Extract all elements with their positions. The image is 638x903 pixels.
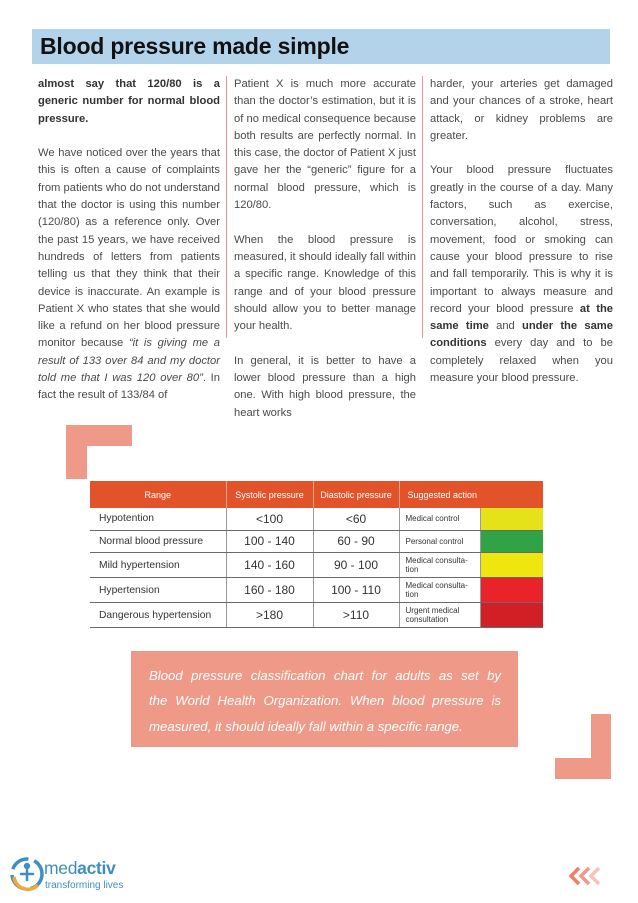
- range-cell: Dangerous hypertension: [90, 603, 226, 628]
- table-row: [90, 553, 543, 578]
- color-swatch: [480, 553, 543, 578]
- header-range: Range: [90, 481, 226, 508]
- column-3-text-mid: and: [488, 320, 523, 333]
- systolic-cell: 140 - 160: [226, 553, 313, 578]
- title-bar: [32, 29, 610, 64]
- emphasis-same-conditions: under the same conditions: [430, 320, 613, 350]
- brand-prefix: med: [44, 858, 78, 878]
- table-row: [90, 603, 543, 628]
- systolic-cell: 160 - 180: [226, 578, 313, 603]
- systolic-cell: <100: [226, 508, 313, 530]
- range-cell: Normal blood pressure: [90, 530, 226, 553]
- column-3-paragraph-2: [430, 162, 613, 387]
- column-2-paragraph-2: When the blood pressure is measured, it should ideally fall within a specific range. Knowledge of this range and of your blood pressure should allow you to better manage your health.: [234, 233, 416, 333]
- table-row: [90, 530, 543, 553]
- diastolic-cell: 100 - 110: [313, 578, 399, 603]
- column-2-paragraph-1: Patient X is much more accurate than the doctor’s estimation, but it is of no medical consequence because both results are perfectly normal. In this case, the doctor of Patient X just gave her the “generic” figure for a normal blood pressure, which is 120/80.: [234, 78, 416, 212]
- column-divider: [422, 76, 423, 338]
- color-swatch: [480, 530, 543, 553]
- medactiv-logo-icon: [8, 855, 46, 893]
- patient-quote: “it is giving me a result of 133 over 84 and my doctor told me that I was 120 over 80”: [38, 337, 220, 385]
- table-row: [90, 508, 543, 530]
- column-1-lead: almost say that 120/80 is a generic number for normal blood pressure.: [38, 78, 220, 125]
- table-header-row: [90, 481, 543, 508]
- action-cell: Medical control: [399, 508, 480, 530]
- range-cell: Hypotention: [90, 508, 226, 530]
- systolic-cell: 100 - 140: [226, 530, 313, 553]
- action-cell: Medical consulta-tion: [399, 578, 480, 603]
- color-swatch: [480, 578, 543, 603]
- corner-bracket-bottom-right: [555, 714, 611, 779]
- text-column-3: [430, 76, 613, 405]
- diastolic-cell: 60 - 90: [313, 530, 399, 553]
- header-diastolic: Diastolic pressure: [313, 481, 399, 508]
- column-3-text-end: every day and to be completely relaxed when you measure your blood pressure.: [430, 337, 613, 385]
- caption-line: Blood pressure classification chart for adults as set by: [149, 668, 501, 683]
- color-swatch: [480, 603, 543, 628]
- color-swatch: [480, 508, 543, 530]
- medactiv-logo[interactable]: [8, 855, 148, 895]
- range-cell: Hypertension: [90, 578, 226, 603]
- action-cell: Personal control: [399, 530, 480, 553]
- brand-name: [44, 858, 116, 879]
- page-title: Blood pressure made simple: [40, 33, 350, 59]
- header-action: Suggested action: [399, 481, 543, 508]
- action-cell: Urgent medical consultation: [399, 603, 480, 628]
- diastolic-cell: >110: [313, 603, 399, 628]
- column-2-paragraph-3: In general, it is better to have a lower blood pressure than a high one. With high blood pressure, the heart works: [234, 354, 416, 419]
- action-cell: Medical consulta-tion: [399, 553, 480, 578]
- text-column-2: [234, 76, 416, 439]
- emphasis-same-time: at the same time: [430, 302, 613, 333]
- brand-suffix: activ: [77, 858, 116, 878]
- blood-pressure-table: [90, 481, 543, 628]
- header-systolic: Systolic pressure: [226, 481, 313, 508]
- column-divider: [226, 76, 227, 338]
- caption-line: the World Health Organization. When blood pressure is: [149, 693, 501, 709]
- caption-line: measured, it should ideally fall within a specific range.: [149, 718, 463, 734]
- text-column-1: [38, 76, 220, 422]
- column-3-paragraph-1: harder, your arteries get damaged and your chances of a stroke, heart attack, or kidney problems are greater.: [430, 78, 613, 142]
- diastolic-cell: 90 - 100: [313, 553, 399, 578]
- column-1-text-end: . In fact the result of 133/84 of: [38, 372, 220, 402]
- diastolic-cell: <60: [313, 508, 399, 530]
- column-3-text: Your blood pressure fluctuates greatly in the course of a day. Many factors, such as exercise, conversation, alcohol, stress, movement, food or smoking can cause your blood pressure to rise and fall temporarily. This is why it is important to always measure and record your blood pressure: [430, 164, 613, 315]
- systolic-cell: >180: [226, 603, 313, 628]
- column-1-text: We have noticed over the years that this is often a cause of complaints from patients who do not understand that the doctor is using this number (120/80) as a reference only. Over the past 15 years, we have received hundreds of letters from patients telling us that they think that their device is inaccurate. An example is Patient X who states that she would like a refund on her blood pressure monitor because: [38, 147, 220, 350]
- corner-bracket-top-left: [66, 425, 132, 479]
- caption-box: [131, 651, 518, 747]
- double-chevron-left-icon[interactable]: [567, 866, 601, 886]
- column-1-paragraph-2: [38, 145, 220, 404]
- table-row: [90, 578, 543, 603]
- range-cell: Mild hypertension: [90, 553, 226, 578]
- brand-tagline: transforming lives: [45, 880, 124, 891]
